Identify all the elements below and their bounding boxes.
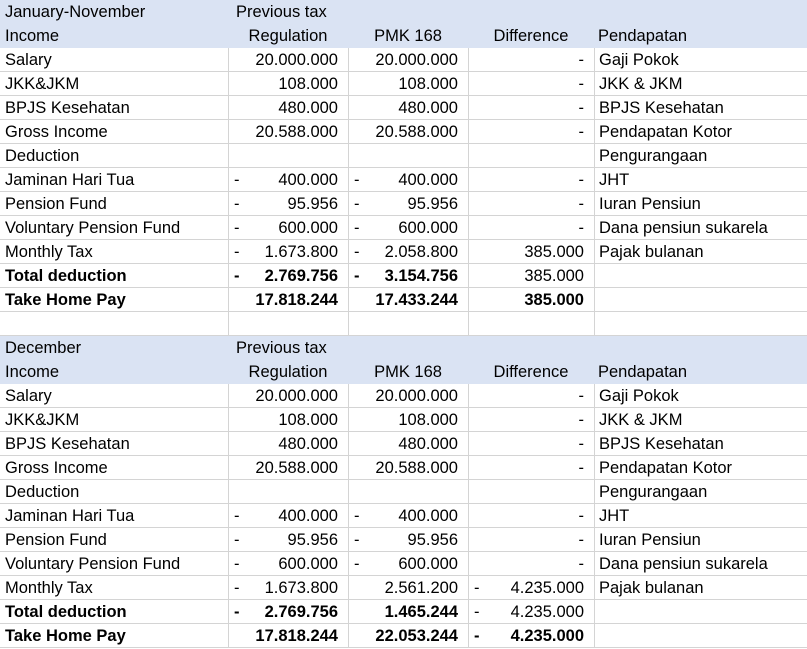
minus-sign: - (354, 531, 360, 549)
row-label[interactable]: JKK&JKM (5, 75, 80, 93)
difference-header: Difference (493, 363, 569, 381)
minus-sign: - (354, 267, 360, 285)
cell-value: 480.000 (278, 435, 338, 453)
row-label[interactable]: Voluntary Pension Fund (5, 555, 181, 573)
cell-value: 2.769.756 (264, 267, 338, 285)
pendapatan-cell[interactable]: JKK & JKM (594, 408, 807, 432)
difference-cell[interactable] (468, 600, 594, 624)
pendapatan-cell[interactable]: JHT (594, 504, 807, 528)
pendapatan-cell[interactable] (594, 288, 807, 312)
table-row (0, 72, 807, 96)
pendapatan-cell[interactable]: Pengurangaan (594, 480, 807, 504)
cell-value: 2.058.800 (384, 243, 458, 261)
cell-value: 108.000 (398, 411, 458, 429)
row-label[interactable]: Voluntary Pension Fund (5, 219, 181, 237)
table-row (0, 48, 807, 72)
pmk-cell[interactable] (348, 624, 468, 648)
regulation-cell[interactable] (228, 288, 348, 312)
cell-value: - (578, 507, 584, 525)
regulation-cell[interactable] (228, 168, 348, 192)
regulation-cell[interactable] (228, 456, 348, 480)
table-row (0, 120, 807, 144)
difference-cell[interactable] (468, 456, 594, 480)
row-label[interactable]: Pension Fund (5, 195, 107, 213)
pmk-cell[interactable] (348, 72, 468, 96)
pendapatan-header: Pendapatan (598, 363, 688, 381)
difference-cell[interactable] (468, 504, 594, 528)
regulation-cell[interactable] (228, 432, 348, 456)
row-label[interactable]: Take Home Pay (5, 627, 126, 645)
regulation-cell[interactable] (228, 120, 348, 144)
income-header: Income (5, 363, 60, 381)
difference-cell[interactable] (468, 192, 594, 216)
cell-value: - (578, 171, 584, 189)
pmk-cell[interactable] (348, 240, 468, 264)
cell-value: 20.000.000 (255, 387, 338, 405)
cell-value: - (578, 411, 584, 429)
difference-cell[interactable] (468, 264, 594, 288)
cell-value: 20.000.000 (375, 387, 458, 405)
minus-sign: - (234, 579, 240, 597)
cell-value: 385.000 (524, 243, 584, 261)
cell-value: 20.588.000 (375, 459, 458, 477)
cell-value: 480.000 (398, 435, 458, 453)
cell-value: 95.956 (287, 195, 338, 213)
table-row (0, 552, 807, 576)
difference-cell[interactable] (468, 120, 594, 144)
difference-cell[interactable] (468, 144, 594, 168)
row-label[interactable]: Total deduction (5, 603, 127, 621)
minus-sign: - (234, 603, 240, 621)
row-label[interactable]: Deduction (5, 147, 80, 165)
table-row (0, 144, 807, 168)
minus-sign: - (234, 267, 240, 285)
row-label[interactable]: Monthly Tax (5, 243, 93, 261)
regulation-cell[interactable] (228, 408, 348, 432)
difference-cell[interactable] (468, 480, 594, 504)
cell-value: - (578, 75, 584, 93)
table-row (0, 624, 807, 648)
cell-value: 480.000 (398, 99, 458, 117)
row-label[interactable]: BPJS Kesehatan (5, 99, 130, 117)
cell-value: 400.000 (278, 507, 338, 525)
cell-value: 95.956 (407, 531, 458, 549)
minus-sign: - (234, 219, 240, 237)
pendapatan-cell[interactable]: Iuran Pensiun (594, 528, 807, 552)
regulation-cell[interactable] (228, 576, 348, 600)
cell-value: 95.956 (287, 531, 338, 549)
cell-value: 20.588.000 (255, 459, 338, 477)
section-title-row (0, 0, 807, 24)
minus-sign: - (234, 195, 240, 213)
pendapatan-cell[interactable]: JHT (594, 168, 807, 192)
cell-value: 1.673.800 (264, 579, 338, 597)
row-label[interactable]: Salary (5, 51, 52, 69)
row-label[interactable]: Gross Income (5, 123, 108, 141)
cell-value: 20.000.000 (375, 51, 458, 69)
pendapatan-cell[interactable]: Pendapatan Kotor (594, 456, 807, 480)
row-label[interactable]: BPJS Kesehatan (5, 435, 130, 453)
regulation-cell[interactable] (228, 552, 348, 576)
difference-header: Difference (493, 27, 569, 45)
cell-value: 4.235.000 (510, 603, 584, 621)
regulation-cell[interactable] (228, 528, 348, 552)
pendapatan-cell[interactable]: JKK & JKM (594, 72, 807, 96)
cell-value: - (578, 123, 584, 141)
pmk-cell[interactable] (348, 456, 468, 480)
minus-sign: - (354, 555, 360, 573)
pmk-cell[interactable] (348, 168, 468, 192)
minus-sign: - (474, 603, 480, 621)
difference-cell[interactable] (468, 624, 594, 648)
table-row (0, 528, 807, 552)
pendapatan-cell[interactable] (594, 624, 807, 648)
cell-value: - (578, 459, 584, 477)
difference-cell[interactable] (468, 168, 594, 192)
pmk-cell[interactable] (348, 432, 468, 456)
pendapatan-cell[interactable]: Pendapatan Kotor (594, 120, 807, 144)
previous-tax-header: Previous tax (236, 339, 327, 357)
pmk-cell[interactable] (348, 96, 468, 120)
row-label[interactable]: Jaminan Hari Tua (5, 507, 135, 525)
row-label[interactable]: Total deduction (5, 267, 127, 285)
cell-value: 20.588.000 (375, 123, 458, 141)
pendapatan-header: Pendapatan (598, 27, 688, 45)
difference-cell[interactable] (468, 384, 594, 408)
minus-sign: - (234, 507, 240, 525)
minus-sign: - (354, 243, 360, 261)
cell-value: 3.154.756 (384, 267, 458, 285)
table-row (0, 384, 807, 408)
cell-value: - (578, 99, 584, 117)
table-row (0, 408, 807, 432)
table-row (0, 264, 807, 288)
cell-value: 22.053.244 (375, 627, 458, 645)
pendapatan-cell[interactable]: Gaji Pokok (594, 384, 807, 408)
difference-cell[interactable] (468, 288, 594, 312)
cell-value: 385.000 (524, 267, 584, 285)
pmk-cell[interactable] (348, 144, 468, 168)
regulation-cell[interactable] (228, 48, 348, 72)
cell-value: 400.000 (398, 171, 458, 189)
cell-value: 385.000 (524, 291, 584, 309)
table-row (0, 288, 807, 312)
section-title-row (0, 336, 807, 360)
cell-value: 17.818.244 (255, 627, 338, 645)
pendapatan-cell[interactable]: BPJS Kesehatan (594, 432, 807, 456)
table-row (0, 504, 807, 528)
cell-value: - (578, 555, 584, 573)
cell-value: 1.673.800 (264, 243, 338, 261)
cell-value: 1.465.244 (384, 603, 458, 621)
difference-cell[interactable] (468, 528, 594, 552)
regulation-cell[interactable] (228, 384, 348, 408)
table-row (0, 456, 807, 480)
pendapatan-cell[interactable]: Gaji Pokok (594, 48, 807, 72)
difference-cell[interactable] (468, 72, 594, 96)
cell-value: 4.235.000 (510, 627, 584, 645)
difference-cell[interactable] (468, 552, 594, 576)
cell-value: - (578, 219, 584, 237)
income-header: Income (5, 27, 60, 45)
pendapatan-cell[interactable] (594, 600, 807, 624)
regulation-cell[interactable] (228, 72, 348, 96)
row-label[interactable]: Take Home Pay (5, 291, 126, 309)
cell-value: 400.000 (278, 171, 338, 189)
column-header-row (0, 360, 807, 384)
cell-value: 95.956 (407, 195, 458, 213)
row-label[interactable]: Monthly Tax (5, 579, 93, 597)
pendapatan-cell[interactable]: Dana pensiun sukarela (594, 216, 807, 240)
minus-sign: - (234, 531, 240, 549)
pendapatan-cell[interactable]: BPJS Kesehatan (594, 96, 807, 120)
pmk-cell[interactable] (348, 120, 468, 144)
section-title: January-November (5, 3, 146, 21)
cell-value: - (578, 531, 584, 549)
cell-value: 600.000 (398, 219, 458, 237)
cell-value: 20.588.000 (255, 123, 338, 141)
pendapatan-cell[interactable]: Pajak bulanan (594, 576, 807, 600)
pendapatan-cell[interactable]: Dana pensiun sukarela (594, 552, 807, 576)
pmk-cell[interactable] (348, 504, 468, 528)
difference-cell[interactable] (468, 576, 594, 600)
pmk-cell[interactable] (348, 384, 468, 408)
row-label[interactable]: Pension Fund (5, 531, 107, 549)
minus-sign: - (354, 219, 360, 237)
pendapatan-cell[interactable] (594, 264, 807, 288)
regulation-cell[interactable] (228, 480, 348, 504)
pmk-cell[interactable] (348, 216, 468, 240)
cell-value: 2.769.756 (264, 603, 338, 621)
table-row (0, 192, 807, 216)
regulation-cell[interactable] (228, 216, 348, 240)
difference-cell[interactable] (468, 432, 594, 456)
difference-cell[interactable] (468, 216, 594, 240)
cell-value: 20.000.000 (255, 51, 338, 69)
cell-value: 108.000 (278, 75, 338, 93)
minus-sign: - (354, 507, 360, 525)
cell-value: - (578, 387, 584, 405)
difference-cell[interactable] (468, 408, 594, 432)
pmk-cell[interactable] (348, 48, 468, 72)
row-label[interactable]: Gross Income (5, 459, 108, 477)
cell-value: 17.818.244 (255, 291, 338, 309)
pmk-cell[interactable] (348, 192, 468, 216)
cell-value: 108.000 (398, 75, 458, 93)
difference-cell[interactable] (468, 96, 594, 120)
table-row (0, 576, 807, 600)
table-row (0, 96, 807, 120)
pmk-cell[interactable] (348, 288, 468, 312)
minus-sign: - (474, 579, 480, 597)
table-row (0, 216, 807, 240)
regulation-cell[interactable] (228, 240, 348, 264)
minus-sign: - (474, 627, 480, 645)
difference-cell[interactable] (468, 240, 594, 264)
cell-value: - (578, 51, 584, 69)
pmk-cell[interactable] (348, 552, 468, 576)
row-label[interactable]: Jaminan Hari Tua (5, 171, 135, 189)
table-row (0, 480, 807, 504)
cell-value: 17.433.244 (375, 291, 458, 309)
section-title: December (5, 339, 82, 357)
previous-tax-header: Previous tax (236, 3, 327, 21)
cell-value: 4.235.000 (510, 579, 584, 597)
cell-value: - (578, 435, 584, 453)
cell-value: - (578, 195, 584, 213)
pmk-cell[interactable] (348, 264, 468, 288)
pmk-cell[interactable] (348, 600, 468, 624)
difference-cell[interactable] (468, 48, 594, 72)
pendapatan-cell[interactable]: Pajak bulanan (594, 240, 807, 264)
minus-sign: - (234, 243, 240, 261)
regulation-cell[interactable] (228, 600, 348, 624)
pendapatan-cell[interactable]: Iuran Pensiun (594, 192, 807, 216)
pmk-cell[interactable] (348, 480, 468, 504)
cell-value: 600.000 (278, 219, 338, 237)
regulation-header: Regulation (248, 27, 328, 45)
row-label[interactable]: JKK&JKM (5, 411, 80, 429)
minus-sign: - (234, 171, 240, 189)
cell-value: 600.000 (278, 555, 338, 573)
regulation-cell[interactable] (228, 264, 348, 288)
pendapatan-cell[interactable]: Pengurangaan (594, 144, 807, 168)
minus-sign: - (354, 171, 360, 189)
table-row (0, 168, 807, 192)
pmk-header: PMK 168 (374, 27, 442, 45)
regulation-cell[interactable] (228, 624, 348, 648)
pmk-cell[interactable] (348, 408, 468, 432)
column-header-row (0, 24, 807, 48)
cell-value: 108.000 (278, 411, 338, 429)
pmk-cell[interactable] (348, 576, 468, 600)
table-row (0, 600, 807, 624)
cell-value: 2.561.200 (384, 579, 458, 597)
row-label[interactable]: Salary (5, 387, 52, 405)
table-row (0, 240, 807, 264)
cell-value: 480.000 (278, 99, 338, 117)
regulation-cell[interactable] (228, 192, 348, 216)
spacer-row (0, 312, 807, 336)
regulation-header: Regulation (248, 363, 328, 381)
pmk-cell[interactable] (348, 528, 468, 552)
minus-sign: - (354, 195, 360, 213)
minus-sign: - (234, 555, 240, 573)
cell-value: 400.000 (398, 507, 458, 525)
regulation-cell[interactable] (228, 144, 348, 168)
regulation-cell[interactable] (228, 96, 348, 120)
table-row (0, 432, 807, 456)
pmk-header: PMK 168 (374, 363, 442, 381)
row-label[interactable]: Deduction (5, 483, 80, 501)
cell-value: 600.000 (398, 555, 458, 573)
regulation-cell[interactable] (228, 504, 348, 528)
